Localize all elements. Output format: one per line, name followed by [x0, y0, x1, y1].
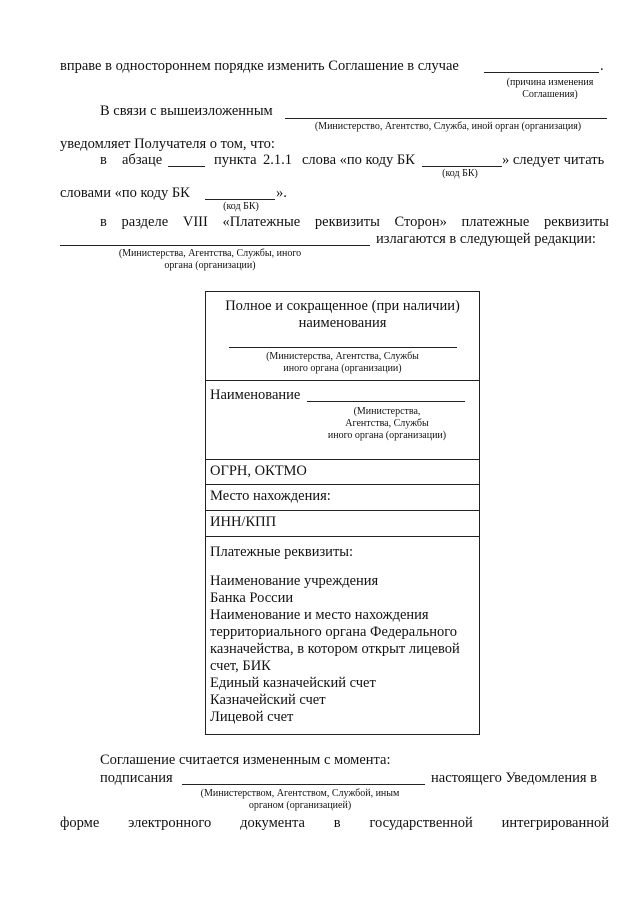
payment-details-title: Платежные реквизиты: — [210, 544, 354, 560]
word: разделе — [121, 214, 169, 230]
blank-line-paragraph — [168, 166, 205, 167]
blank-line-bk-code-2 — [205, 199, 275, 200]
note-line: иного органа (организации) — [283, 363, 402, 374]
word: слова «по коду БК — [302, 152, 415, 168]
note-bk-code-2: (код БК) — [223, 201, 259, 212]
paragraph-section-viii — [100, 214, 609, 231]
ogrn-oktmo-label: ОГРН, ОКТМО — [210, 463, 307, 479]
word: подписания — [100, 770, 173, 786]
payment-item: Банка России — [210, 590, 294, 606]
note-line: (Министерством, Агентством, Службой, иным — [200, 788, 400, 799]
word: форме — [60, 815, 100, 831]
note-line: (Министерства, Агентства, Службы, иного — [118, 248, 302, 259]
location-label: Место нахождения: — [210, 488, 331, 504]
paragraph-in-connection: В связи с вышеизложенным — [100, 103, 273, 119]
word: в — [100, 152, 107, 168]
word: пункта — [214, 152, 257, 168]
payment-item: казначейства, в котором открыт лицевой — [210, 641, 460, 657]
word: интегрированной — [501, 815, 609, 831]
note-signing — [160, 788, 440, 812]
blank-line-name — [229, 347, 457, 348]
note-line: (причина изменения — [506, 77, 594, 88]
word: 2.1.1 — [263, 152, 292, 168]
payment-item: Лицевой счет — [210, 709, 294, 725]
table-row — [206, 292, 479, 381]
note-name — [206, 351, 479, 375]
table-row — [206, 380, 479, 460]
note-line: (Министерства, — [353, 406, 421, 417]
table-row — [206, 484, 479, 511]
paragraph-agreement-changed: Соглашение считается измененным с момента: — [100, 752, 391, 768]
word: в — [100, 214, 107, 230]
full-name-label-2: наименования — [298, 315, 387, 331]
trailing-quote: ». — [276, 185, 287, 201]
note-line: (Министерства, Агентства, Службы — [266, 351, 419, 362]
table-row — [206, 510, 479, 537]
note-line: Агентства, Службы — [345, 418, 429, 429]
word: реквизиты — [544, 214, 609, 230]
paragraph-set-out: излагаются в следующей редакции: — [376, 231, 596, 247]
note-line: органом (организацией) — [248, 800, 352, 811]
payment-item: счет, БИК — [210, 658, 271, 674]
blank-line-reason — [484, 72, 599, 73]
requisites-table — [205, 291, 480, 735]
blank-line-signing — [182, 784, 425, 785]
word: платежные — [461, 214, 530, 230]
word: Сторон» — [394, 214, 447, 230]
word: «Платежные — [222, 214, 301, 230]
full-name-label: Полное и сокращенное (при наличии) — [225, 298, 460, 314]
note-line: иного органа (организации) — [327, 430, 447, 441]
text: вправе в одностороннем порядке изменить Соглашение в случае — [60, 58, 459, 74]
payment-item: Казначейский счет — [210, 692, 326, 708]
paragraph-notifies: уведомляет Получателя о том, что: — [60, 136, 275, 152]
word: реквизиты — [314, 214, 380, 230]
word: в — [333, 815, 341, 831]
word: абзаце — [122, 152, 163, 168]
payment-item: Наименование и место нахождения — [210, 607, 429, 623]
note-line: Соглашения) — [522, 89, 578, 100]
note-ministry-2 — [80, 248, 340, 272]
paragraph-electronic-form — [60, 815, 609, 832]
note-reason — [498, 77, 602, 101]
paragraph-words: словами «по коду БК — [60, 185, 190, 201]
word: VIII — [182, 214, 208, 230]
word: документа — [240, 815, 305, 831]
inn-kpp-label: ИНН/КПП — [210, 514, 277, 530]
payment-item: Единый казначейский счет — [210, 675, 376, 691]
blank-line-ministry — [285, 118, 607, 119]
table-row-payment — [206, 536, 479, 734]
blank-line-bk-code — [422, 166, 502, 167]
note-line: органа (организации) — [164, 260, 256, 271]
word: настоящего Уведомления в — [431, 770, 597, 786]
word: » следует читать — [502, 152, 605, 168]
note-short-name — [306, 406, 468, 442]
paragraph-change-reason — [60, 58, 459, 75]
trailing-period: . — [600, 58, 604, 74]
payment-item: территориального органа Федерального — [210, 624, 458, 640]
note-ministry: (Министерство, Агентство, Служба, иной орган (организация) — [314, 121, 582, 132]
blank-line-ministry-2 — [60, 245, 370, 246]
blank-line-short-name — [307, 401, 465, 402]
word: электронного — [128, 815, 212, 831]
word: государственной — [369, 815, 473, 831]
payment-item: Наименование учреждения — [210, 573, 379, 589]
note-bk-code: (код БК) — [442, 168, 478, 179]
name-label: Наименование — [210, 387, 301, 403]
table-row — [206, 459, 479, 485]
